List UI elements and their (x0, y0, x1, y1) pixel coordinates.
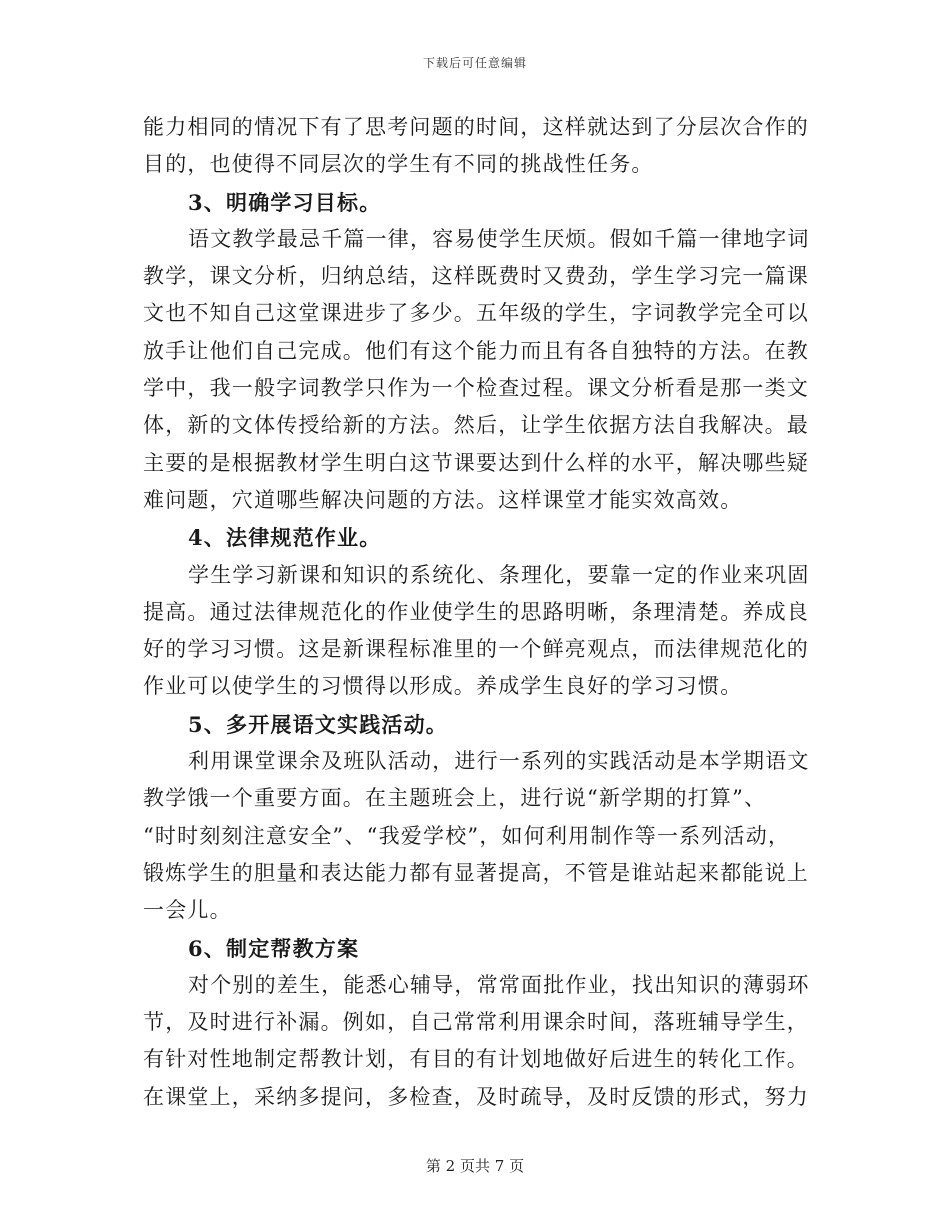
paragraph-line: 语文教学最忌千篇一律，容易使学生厌烦。假如千篇一律地字词 (188, 226, 810, 251)
paragraph-line: 作业可以使学生的习惯得以形成。养成学生良好的学习习惯。 (143, 674, 743, 699)
page-header: 下载后可任意编辑 (422, 56, 527, 70)
paragraph-line: 目的，也使得不同层次的学生有不同的挑战性任务。 (143, 152, 654, 177)
paragraph-line: 能力相同的情况下有了思考问题的时间，这样就达到了分层次合作的 (143, 115, 809, 139)
paragraph-line: 一会儿。 (143, 898, 232, 923)
section-heading: 6、制定帮教方案 (188, 935, 360, 961)
section-heading: 5、多开展语文实践活动。 (188, 711, 449, 737)
section-heading: 4、法律规范作业。 (188, 525, 382, 551)
paragraph-line: 有针对性地制定帮教计划，有目的有计划地做好后进生的转化工作。 (143, 1047, 809, 1072)
paragraph-line: “时时刻刻注意安全”、“我爱学校”，如何利用制作等一系列活动， (143, 823, 791, 848)
paragraph-line: 对个别的差生，能悉心辅导，常常面批作业，找出知识的薄弱环 (188, 972, 810, 997)
paragraph-line: 放手让他们自己完成。他们有这个能力而且有各自独特的方法。在教 (143, 338, 809, 363)
paragraph-line: 文也不知自己这堂课进步了多少。五年级的学生，字词教学完全可以 (143, 301, 809, 326)
paragraph-line: 教学，课文分析，归纳总结，这样既费时又费劲，学生学习完一篇课 (143, 264, 809, 289)
paragraph-line: 锻炼学生的胆量和表达能力都有显著提高，不管是谁站起来都能说上 (143, 860, 809, 885)
paragraph-line: 节，及时进行补漏。例如，自己常常利用课余时间，落班辅导学生， (143, 1010, 809, 1035)
paragraph-line: 学中，我一般字词教学只作为一个检查过程。课文分析看是那一类文 (143, 376, 809, 401)
paragraph-line: 学生学习新课和知识的系统化、条理化，要靠一定的作业来巩固 (188, 562, 810, 587)
paragraph-line: 好的学习习惯。这是新课程标准里的一个鲜亮观点，而法律规范化的 (143, 637, 809, 662)
paragraph-line: 难问题，穴道哪些解决问题的方法。这样课堂才能实效高效。 (143, 487, 743, 512)
paragraph-line: 主要的是根据教材学生明白这节课要达到什么样的水平，解决哪些疑 (143, 450, 809, 475)
paragraph-line: 在课堂上，采纳多提问，多检查，及时疏导，及时反馈的形式，努力 (143, 1084, 809, 1109)
page-footer: 第 2 页共 7 页 (425, 1157, 525, 1175)
section-heading: 3、明确学习目标。 (188, 189, 382, 215)
paragraph-line: 体，新的文体传授给新的方法。然后，让学生依据方法自我解决。最 (143, 413, 809, 438)
paragraph-line: 利用课堂课余及班队活动，进行一系列的实践活动是本学期语文 (188, 749, 810, 774)
paragraph-line: 教学饿一个重要方面。在主题班会上，进行说“新学期的打算”、 (143, 786, 767, 811)
document-body (143, 109, 810, 1116)
paragraph-line: 提高。通过法律规范化的作业使学生的思路明晰，条理清楚。养成良 (143, 599, 809, 624)
